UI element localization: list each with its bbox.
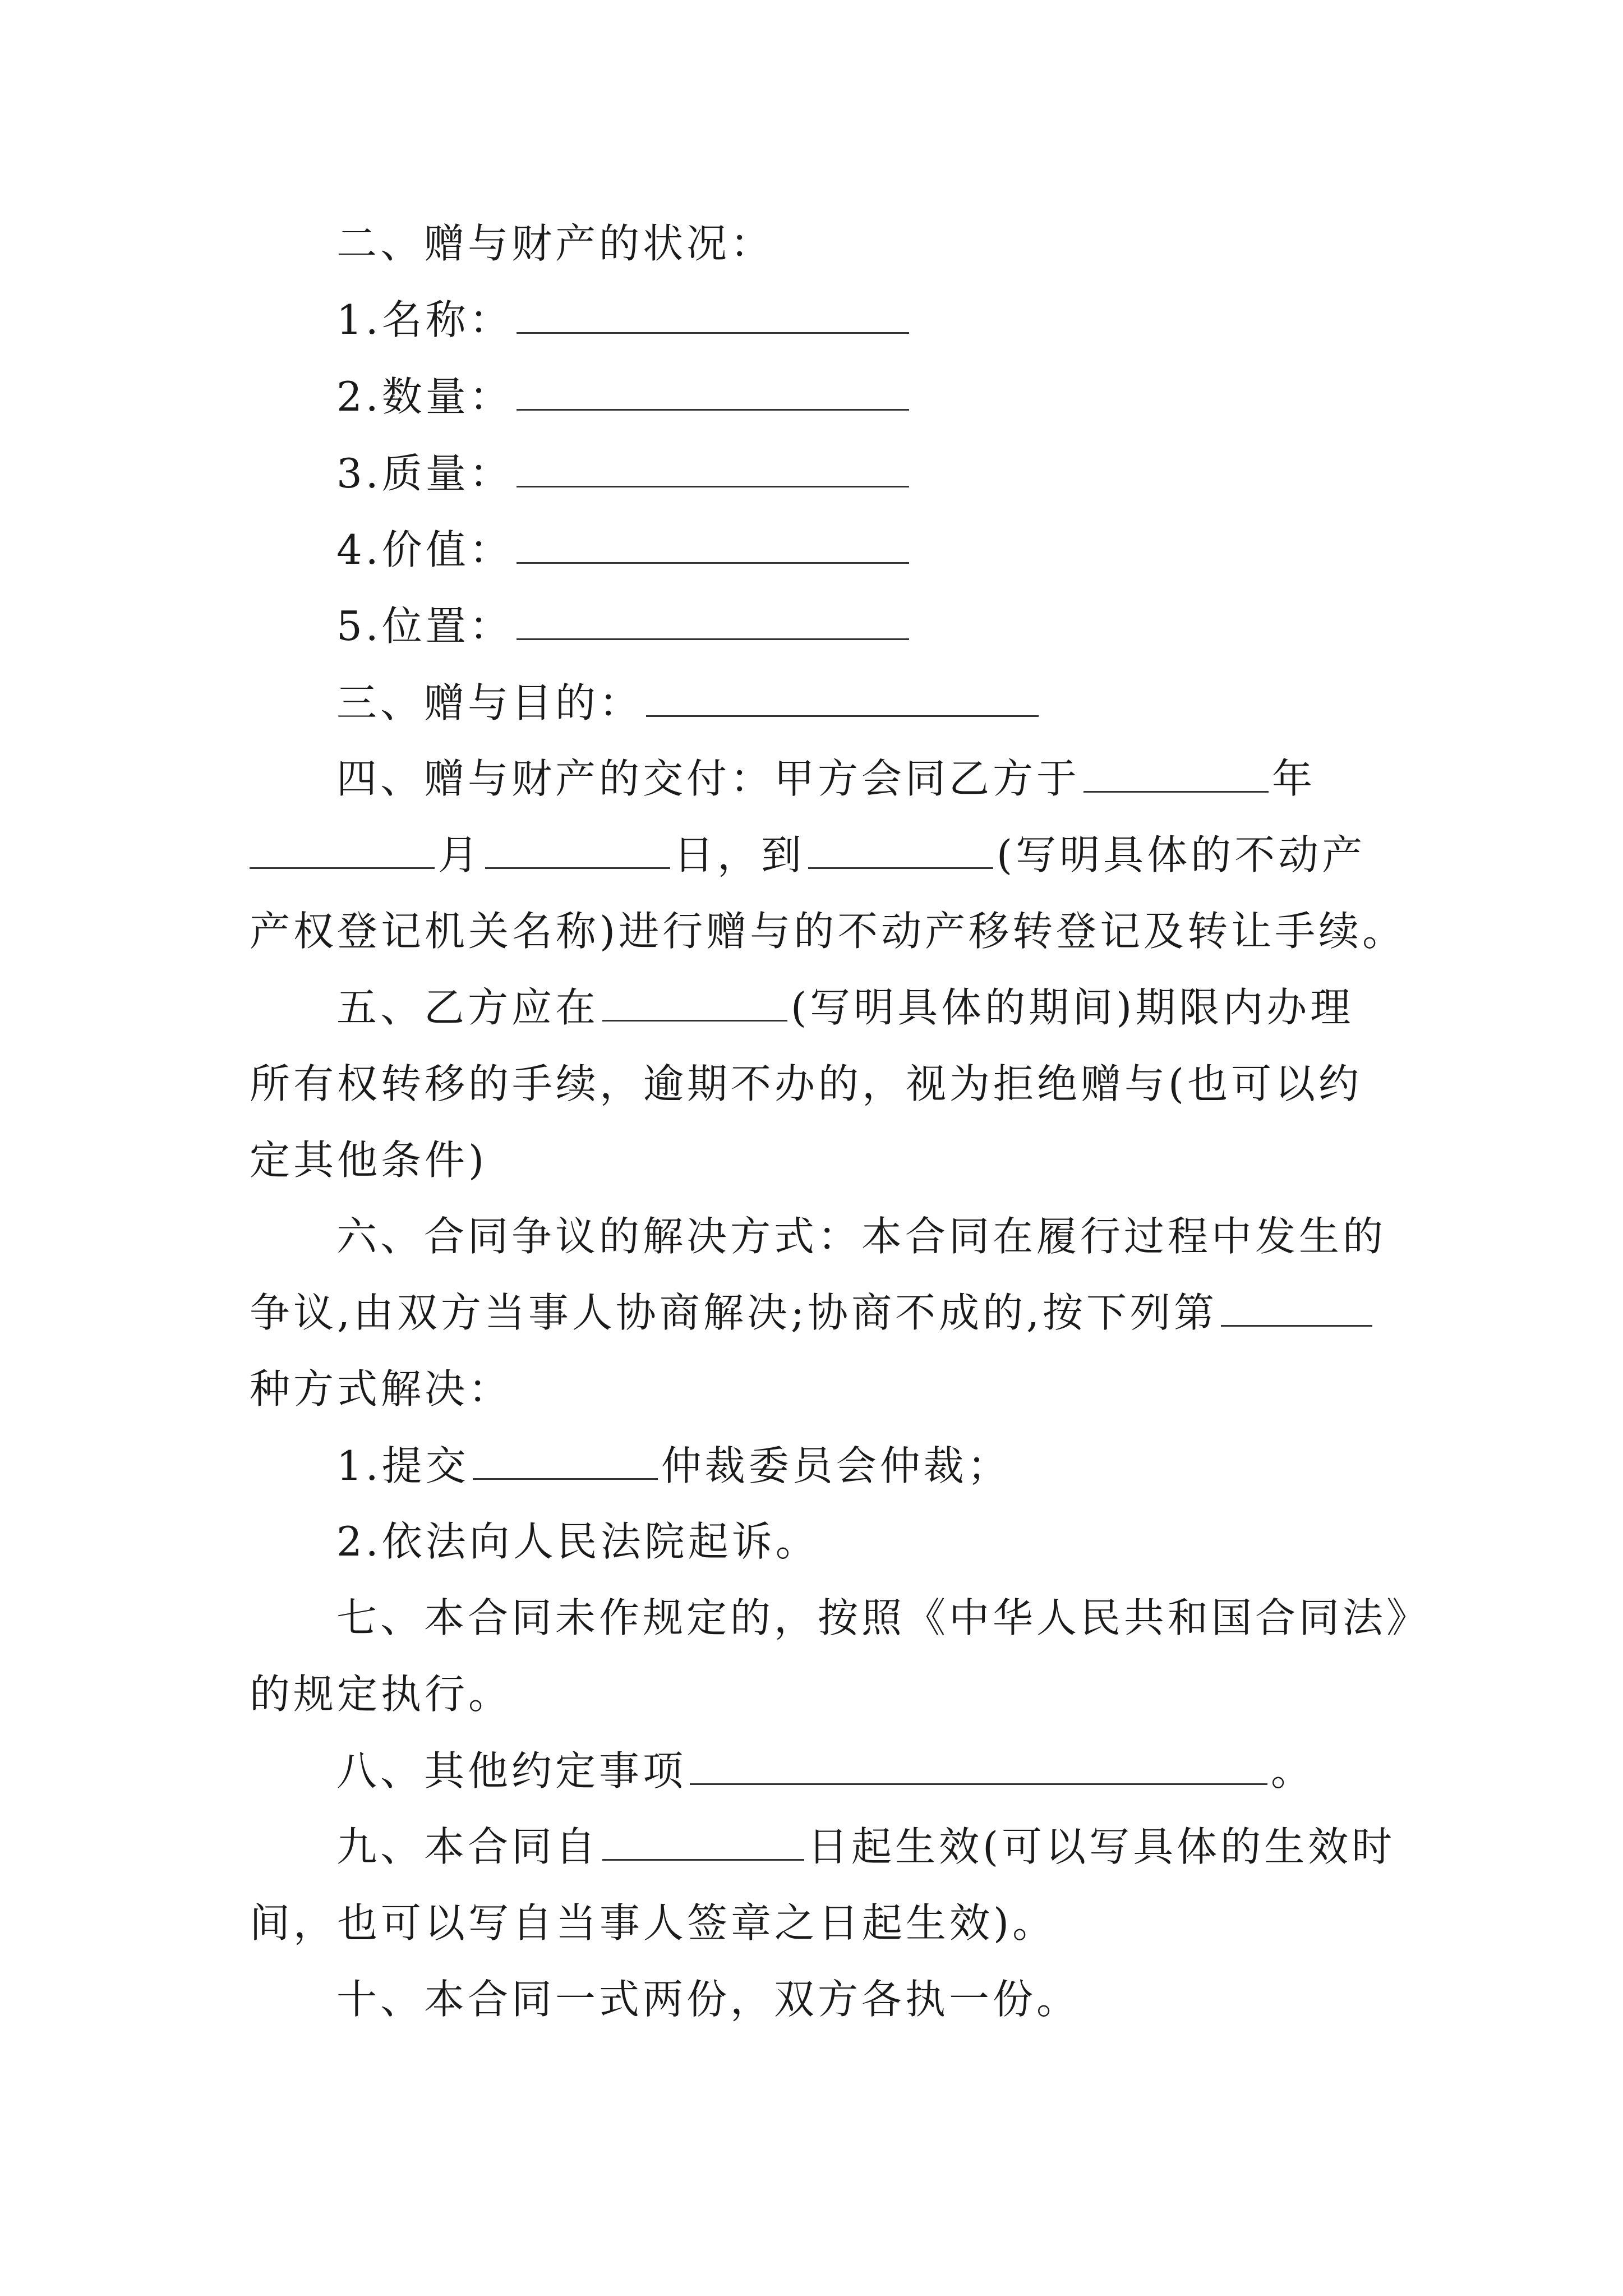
period-blank[interactable]: [602, 981, 787, 1022]
month-label: 月: [438, 831, 482, 878]
section-6-line-2: [250, 1286, 1394, 1340]
section-5-line-1: [336, 981, 1402, 1034]
item-quality-blank[interactable]: [517, 447, 909, 487]
section-6-option-1: [336, 1439, 1402, 1493]
section-2-title: 二、赠与财产的状况：: [336, 220, 774, 267]
option-1-text-b: 仲裁委员会仲裁；: [661, 1442, 1011, 1489]
section-7-line-1: [336, 1591, 1431, 1645]
item-name-row: [336, 293, 1402, 347]
section-9-text-c: 间，也可以写自当事人签章之日起生效)。: [250, 1899, 1057, 1947]
section-3-row: [336, 676, 1402, 730]
section-6-text-c: 种方式解决：: [250, 1365, 513, 1412]
section-7-line-2: [250, 1667, 1394, 1721]
dispute-method-blank[interactable]: [1221, 1286, 1372, 1327]
section-6-option-2: [336, 1515, 1402, 1568]
section-5-text-a: 五、乙方应在: [336, 984, 600, 1031]
gift-purpose-blank[interactable]: [646, 676, 1039, 717]
section-4-line-2: [250, 828, 1394, 882]
section-5-line-3: [250, 1133, 1394, 1187]
item-quantity-blank[interactable]: [517, 370, 909, 411]
other-matters-blank[interactable]: [690, 1744, 1267, 1785]
year-blank[interactable]: [1083, 752, 1269, 793]
item-value-row: [336, 523, 1402, 577]
section-4-line-1: [336, 752, 1402, 806]
section-8-text-b: 。: [1271, 1747, 1315, 1795]
section-6-text-a: 六、合同争议的解决方式：本合同在履行过程中发生的: [336, 1213, 1387, 1260]
section-10-row: [336, 1972, 1402, 2026]
section-9-text-b: 日起生效(可以写具体的生效时: [808, 1823, 1396, 1870]
section-9-line-1: [336, 1820, 1402, 1874]
section-7-text-b: 的规定执行。: [250, 1671, 513, 1718]
option-1-text-a: 1.提交: [336, 1442, 469, 1489]
item-value-blank[interactable]: [517, 523, 909, 564]
section-10-text: 十、本合同一式两份，双方各执一份。: [336, 1976, 1081, 2023]
item-name-label: 1.名称：: [336, 296, 513, 343]
section-5-text-d: 定其他条件): [250, 1137, 488, 1184]
section-5-line-2: [250, 1057, 1394, 1111]
section-4-line-3: [250, 904, 1407, 958]
registry-office-blank[interactable]: [808, 828, 993, 869]
item-location-row: [336, 599, 1402, 653]
item-quality-label: 3.质量：: [336, 450, 513, 497]
section-4-text-e: (写明具体的不动产: [997, 831, 1366, 878]
arbitration-commission-blank[interactable]: [473, 1439, 658, 1480]
day-label: 日，到: [674, 831, 805, 878]
day-blank[interactable]: [485, 828, 670, 869]
item-value-label: 4.价值：: [336, 526, 513, 573]
section-2-heading: [336, 217, 1402, 270]
section-8-text-a: 八、其他约定事项: [336, 1747, 687, 1795]
section-6-line-1: [336, 1209, 1402, 1263]
item-name-blank[interactable]: [517, 293, 909, 334]
section-6-line-3: [250, 1362, 1394, 1416]
item-quality-row: [336, 447, 1402, 500]
item-quantity-label: 2.数量：: [336, 373, 513, 420]
month-blank[interactable]: [250, 828, 435, 869]
section-7-text-a: 七、本合同未作规定的，按照《中华人民共和国合同法》: [336, 1594, 1431, 1641]
item-quantity-row: [336, 370, 1402, 424]
item-location-label: 5.位置：: [336, 602, 513, 650]
section-4-text-f: 产权登记机关名称)进行赠与的不动产移转登记及转让手续。: [250, 908, 1407, 955]
section-6-text-b: 争议,由双方当事人协商解决;协商不成的,按下列第: [250, 1289, 1218, 1336]
option-2-text: 2.依法向人民法院起诉。: [336, 1518, 819, 1565]
section-5-text-c: 所有权转移的手续，逾期不办的，视为拒绝赠与(也可以约: [250, 1060, 1363, 1107]
item-location-blank[interactable]: [517, 599, 909, 640]
section-9-text-a: 九、本合同自: [336, 1823, 600, 1870]
section-4-text-a: 四、赠与财产的交付：甲方会同乙方于: [336, 755, 1081, 802]
section-9-line-2: [250, 1896, 1394, 1950]
section-5-text-b: (写明具体的期间)期限内办理: [791, 984, 1354, 1031]
section-3-label: 三、赠与目的：: [336, 679, 643, 726]
section-8-row: [336, 1744, 1402, 1798]
effective-date-blank[interactable]: [602, 1820, 804, 1861]
year-label: 年: [1272, 755, 1316, 802]
